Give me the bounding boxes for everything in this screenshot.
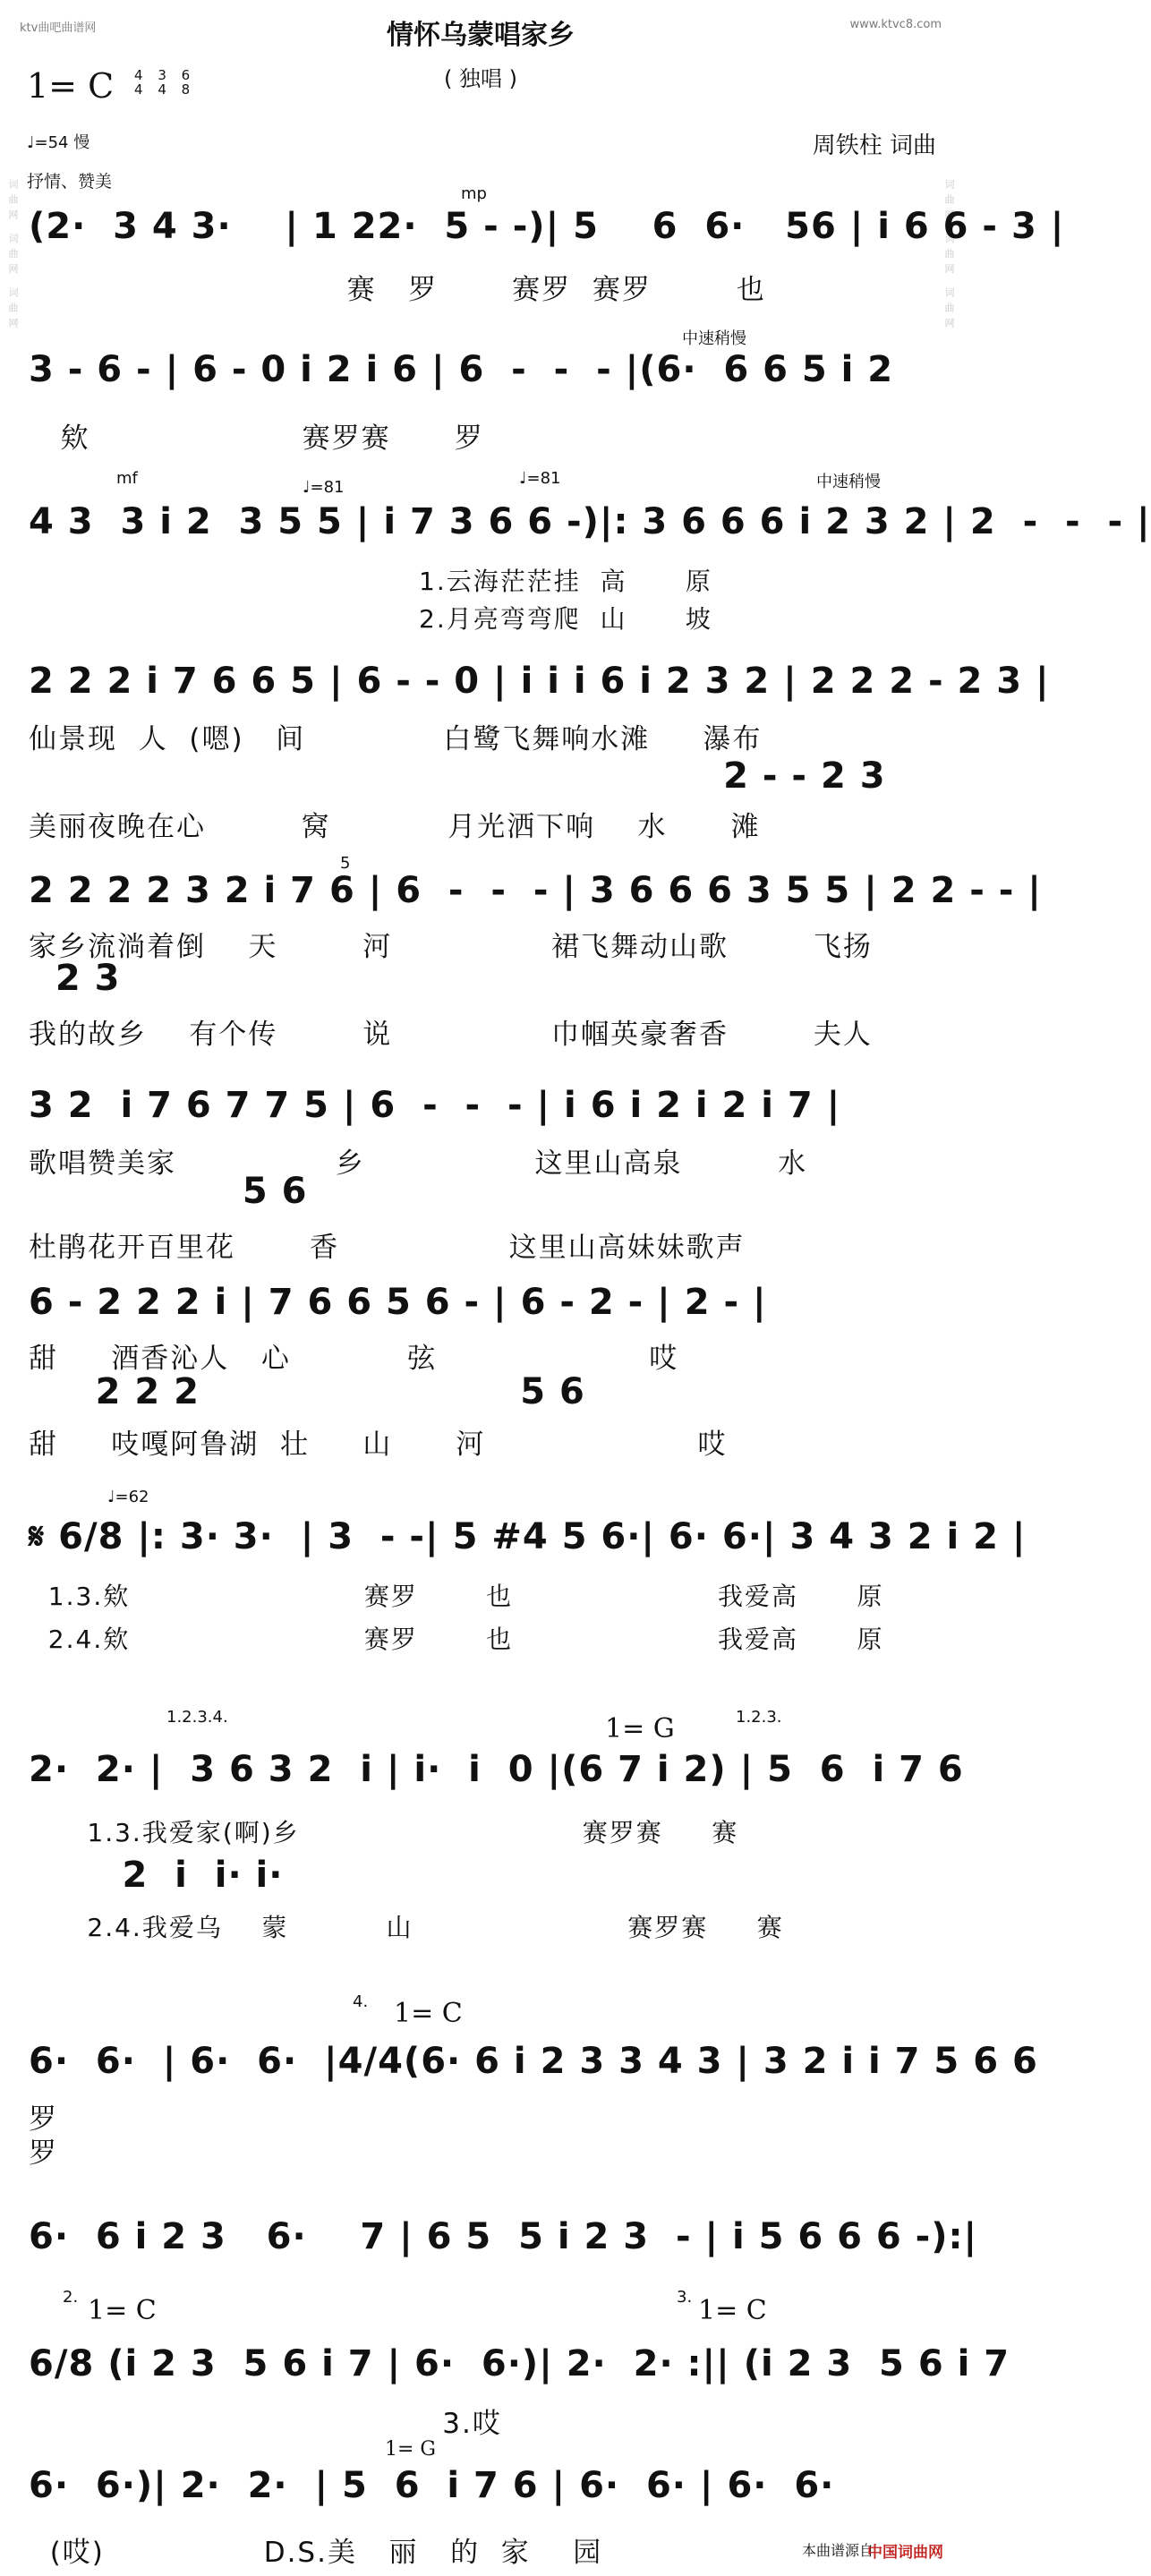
footer-brand: 中国词曲网 — [867, 2544, 943, 2562]
lyric-line-verse-1-3: 1.3.欸 赛罗 也 我爱高 原 — [29, 1582, 884, 1611]
tempo-marker: 中速稍慢 — [816, 473, 881, 491]
lyric-line-verse-1: 1.云海茫茫挂 高 原 — [29, 567, 712, 596]
lyric-line: 甜 酒香沁人 心 弦 哎 — [29, 1343, 679, 1375]
dynamic-mark: mp — [461, 184, 487, 203]
tempo-marker: ♩=81 — [519, 469, 561, 488]
meter-top-2: 3 — [158, 67, 166, 83]
song-subtitle: ( 独唱 ) — [444, 66, 517, 91]
lyric-line: 家乡流淌着倒 天 河 裙飞舞动山歌 飞扬 — [29, 931, 873, 963]
stave-notes: (2· 3 4 3· | 1 22· 5 - -)| 5 6 6· 56 | i 6 6 - 3 | — [29, 206, 1065, 247]
key-change-c: 1= C — [698, 2295, 767, 2326]
stave-14 — [0, 1851, 961, 1949]
stave-notes: 6· 6· | 6· 6· |4/4(6· 6 i 2 3 3 4 3 | 3 2 i i 7 5 6 6 — [29, 2041, 1038, 2082]
key-change-g: 1= G — [605, 1713, 675, 1744]
key-change-g: 1= G — [385, 2438, 436, 2461]
stave-4 — [0, 648, 1050, 755]
stave-10 — [0, 1271, 961, 1375]
dynamic-mark: mf — [116, 469, 138, 488]
expression-mark: 抒情、赞美 — [27, 172, 113, 192]
grace-note: 5 — [340, 854, 351, 873]
lyric-line: 1.3.我爱家(啊)乡 赛罗赛 赛 — [29, 1818, 739, 1847]
stave-notes: 2 2 2 5 6 — [29, 1371, 585, 1412]
stave-notes: 𝄋 6/8 |: 3· 3· | 3 - -| 5 #4 5 6·| 6· 6·| 3 4 3 2 i 2 | — [29, 1516, 1027, 1557]
lyric-line-verse-2-4: 2.4.欸 赛罗 也 我爱高 原 — [29, 1625, 884, 1654]
volta-bracket-4: 4. — [353, 1992, 369, 2011]
lyric-line: 仙景现 人 (嗯) 间 白鹭飞舞响水滩 瀑布 — [29, 723, 763, 755]
lyric-line: 赛 罗 赛罗 赛罗 也 — [29, 274, 766, 306]
lyric-line: 2.4.我爱乌 蒙 山 赛罗赛 赛 — [29, 1913, 784, 1942]
lyric-line: 罗 — [29, 2103, 58, 2136]
volta-bracket-2: 1.2.3. — [736, 1708, 782, 1727]
time-signatures — [134, 68, 200, 97]
stave-1 — [0, 184, 1065, 315]
stave-notes: 2 3 — [29, 958, 121, 999]
stave-notes: 5 6 — [29, 1171, 308, 1212]
volta-bracket-1: 1.2.3.4. — [166, 1708, 228, 1727]
tempo-marker: ♩=81 — [303, 478, 345, 497]
stave-3 — [0, 469, 1151, 635]
stave-notes: 4 3 3 i 2 3 5 5 | i 7 3 6 6 -)|: 3 6 6 6 i 2 3 2 | 2 - - - | — [29, 501, 1151, 542]
tempo-marker: 中速稍慢 — [682, 329, 746, 348]
meter-top-1: 4 — [134, 67, 143, 83]
meter-bottom-2: 4 — [158, 81, 166, 98]
stave-notes: 2 i i· i· — [29, 1855, 284, 1896]
lyric-line: 罗 — [29, 2137, 58, 2170]
lyric-line: 我的故乡 有个传 说 巾帼英豪奢香 夫人 — [29, 1019, 873, 1051]
composer-credit: 周铁柱 词曲 — [812, 132, 936, 159]
meter-top-3: 6 — [181, 67, 191, 83]
stave-notes: 6· 6 i 2 3 6· 7 | 6 5 5 i 2 3 - | i 5 6 6 6 -):| — [29, 2216, 978, 2257]
tempo-marker: ♩=62 — [107, 1488, 149, 1506]
stave-16 — [0, 2196, 978, 2286]
lyric-line: (哎) D.S.美 丽 的 家 园 — [29, 2537, 603, 2569]
stave-notes: 2 2 2 2 3 2 i 7 6 | 6 - - - | 3 6 6 6 3 5 5 | 2 2 - - | — [29, 870, 1042, 911]
stave-15 — [0, 1992, 1038, 2179]
volta-bracket-3: 3. — [677, 2288, 693, 2307]
stave-notes: 3 - 6 - | 6 - 0 i 2 i 6 | 6 - - - |(6· 6 6 5 i 2 — [29, 349, 894, 390]
stave-notes: 2· 2· | 3 6 3 2 i | i· i 0 |(6 7 i 2) | 5 6 i 7 6 — [29, 1749, 964, 1790]
footer-source: 本曲谱源自 — [801, 2542, 874, 2559]
stave-8 — [0, 1076, 961, 1180]
stave-notes: 2 2 2 i 7 6 6 5 | 6 - - 0 | i i i 6 i 2 3 2 | 2 2 2 - 2 3 | — [29, 661, 1050, 702]
side-watermark-right: 词曲网 词曲网 词曲网 — [943, 179, 955, 333]
tempo-mark: ♩=54 慢 — [27, 133, 90, 152]
song-title: 情怀乌蒙唱家乡 — [387, 20, 575, 51]
meter-bottom-3: 8 — [181, 81, 191, 98]
lyric-line: 3.哎 — [29, 2408, 502, 2440]
key-change-c: 1= C — [88, 2295, 157, 2326]
lyric-line: 甜 吱嘎阿鲁湖 壮 山 河 哎 — [29, 1429, 728, 1461]
key-change-c: 1= C — [394, 1998, 463, 2029]
stave-13 — [0, 1708, 964, 1847]
lyric-line: 杜鹃花开百里花 香 这里山高妹妹歌声 — [29, 1232, 746, 1264]
lyric-line: 欸 赛罗赛 罗 — [29, 422, 484, 455]
side-watermark-left: 词曲网 词曲网 词曲网 — [7, 179, 19, 333]
stave-6 — [0, 850, 1042, 963]
stave-notes: 6 - 2 2 2 i | 7 6 6 5 6 - | 6 - 2 - | 2 - | — [29, 1282, 767, 1323]
lyric-line: 美丽夜晚在心 窝 月光洒下响 水 滩 — [29, 811, 761, 843]
stave-9 — [0, 1167, 961, 1266]
stave-7 — [0, 958, 961, 1056]
volta-bracket-2: 2. — [63, 2288, 79, 2307]
stave-17 — [0, 2288, 1010, 2440]
meter-bottom-1: 4 — [134, 81, 143, 98]
stave-12 — [0, 1488, 1027, 1686]
watermark-right: www.ktvc8.com — [849, 18, 942, 31]
stave-notes: 3 2 i 7 6 7 7 5 | 6 - - - | i 6 i 2 i 2 i 7 | — [29, 1085, 841, 1126]
stave-5 — [0, 750, 961, 849]
key-signature: 1= C — [27, 66, 115, 106]
stave-notes: 6/8 (i 2 3 5 6 i 7 | 6· 6·)| 2· 2· :|| (i 2 3 5 6 i 7 — [29, 2343, 1010, 2384]
stave-2 — [0, 329, 961, 455]
stave-notes: 6· 6·)| 2· 2· | 5 6 i 7 6 | 6· 6· | 6· 6· — [29, 2465, 835, 2506]
lyric-line-verse-2: 2.月亮弯弯爬 山 坡 — [29, 604, 712, 634]
stave-11 — [0, 1368, 961, 1466]
lyric-line: 歌唱赞美家 乡 这里山高泉 水 — [29, 1147, 808, 1180]
watermark-left: ktv曲吧曲谱网 — [20, 21, 97, 35]
stave-notes: 2 - - 2 3 — [29, 755, 886, 797]
